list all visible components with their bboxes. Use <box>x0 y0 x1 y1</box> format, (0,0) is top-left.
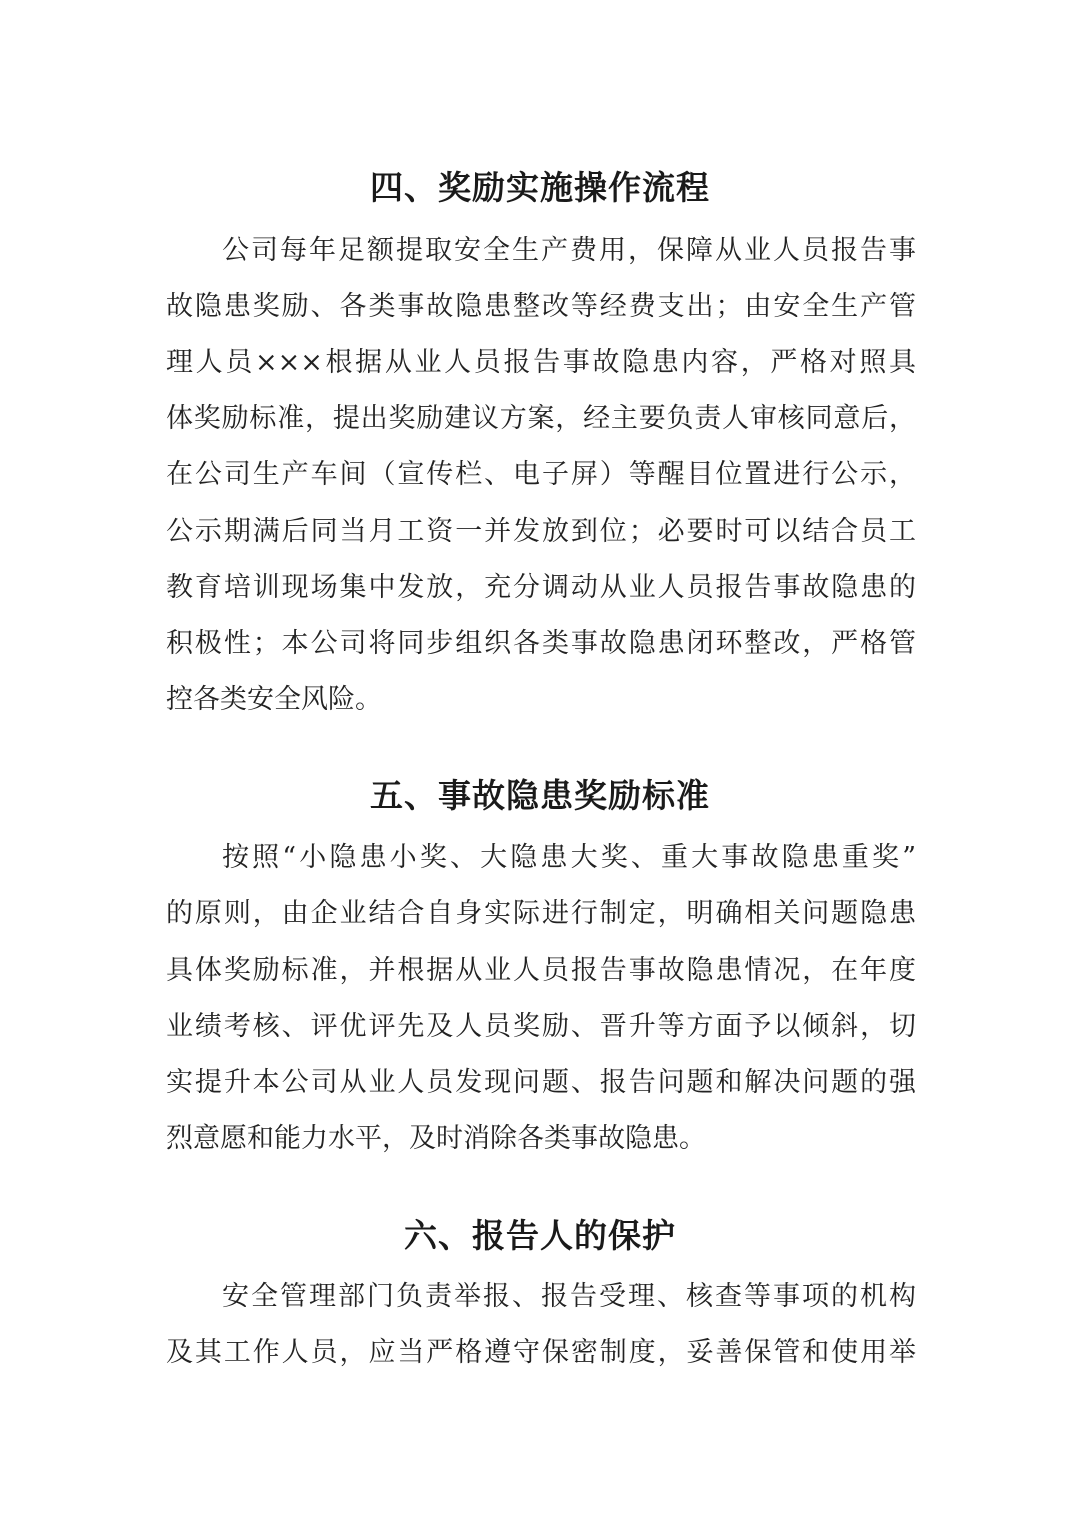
section-5-line-3: 具体奖励标准，并根据从业人员报告事故隐患情况，在年度 <box>166 955 916 986</box>
section-5-line-2: 的原则，由企业结合自身实际进行制定，明确相关问题隐患 <box>166 898 916 929</box>
section-6-line-1: 安全管理部门负责举报、报告受理、核查等事项的机构 <box>222 1281 916 1312</box>
section-heading-6: 六、报告人的保护 <box>404 1216 676 1255</box>
section-4-line-3: 理人员×××根据从业人员报告事故隐患内容，严格对照具 <box>166 347 916 378</box>
section-5-line-1: 按照“小隐患小奖、大隐患大奖、重大事故隐患重奖” <box>222 842 916 873</box>
section-5-line-5: 实提升本公司从业人员发现问题、报告问题和解决问题的强 <box>166 1067 916 1098</box>
section-5-line-4: 业绩考核、评优评先及人员奖励、晋升等方面予以倾斜，切 <box>166 1011 916 1042</box>
section-4-line-5: 在公司生产车间（宣传栏、电子屏）等醒目位置进行公示， <box>166 459 916 490</box>
section-4-line-9: 控各类安全风险。 <box>166 684 382 715</box>
section-4-line-1: 公司每年足额提取安全生产费用，保障从业人员报告事 <box>222 235 916 266</box>
section-heading-4: 四、奖励实施操作流程 <box>370 168 710 207</box>
section-4-line-7: 教育培训现场集中发放，充分调动从业人员报告事故隐患的 <box>166 572 916 603</box>
section-4-line-2: 故隐患奖励、各类事故隐患整改等经费支出；由安全生产管 <box>166 291 916 322</box>
section-4-line-8: 积极性；本公司将同步组织各类事故隐患闭环整改，严格管 <box>166 628 916 659</box>
section-6-line-2: 及其工作人员，应当严格遵守保密制度，妥善保管和使用举 <box>166 1337 916 1368</box>
section-4-line-6: 公示期满后同当月工资一并发放到位；必要时可以结合员工 <box>166 516 916 547</box>
section-heading-5: 五、事故隐患奖励标准 <box>370 776 710 815</box>
section-5-line-6: 烈意愿和能力水平，及时消除各类事故隐患。 <box>166 1123 706 1154</box>
section-4-line-4: 体奖励标准，提出奖励建议方案，经主要负责人审核同意后， <box>166 403 916 434</box>
